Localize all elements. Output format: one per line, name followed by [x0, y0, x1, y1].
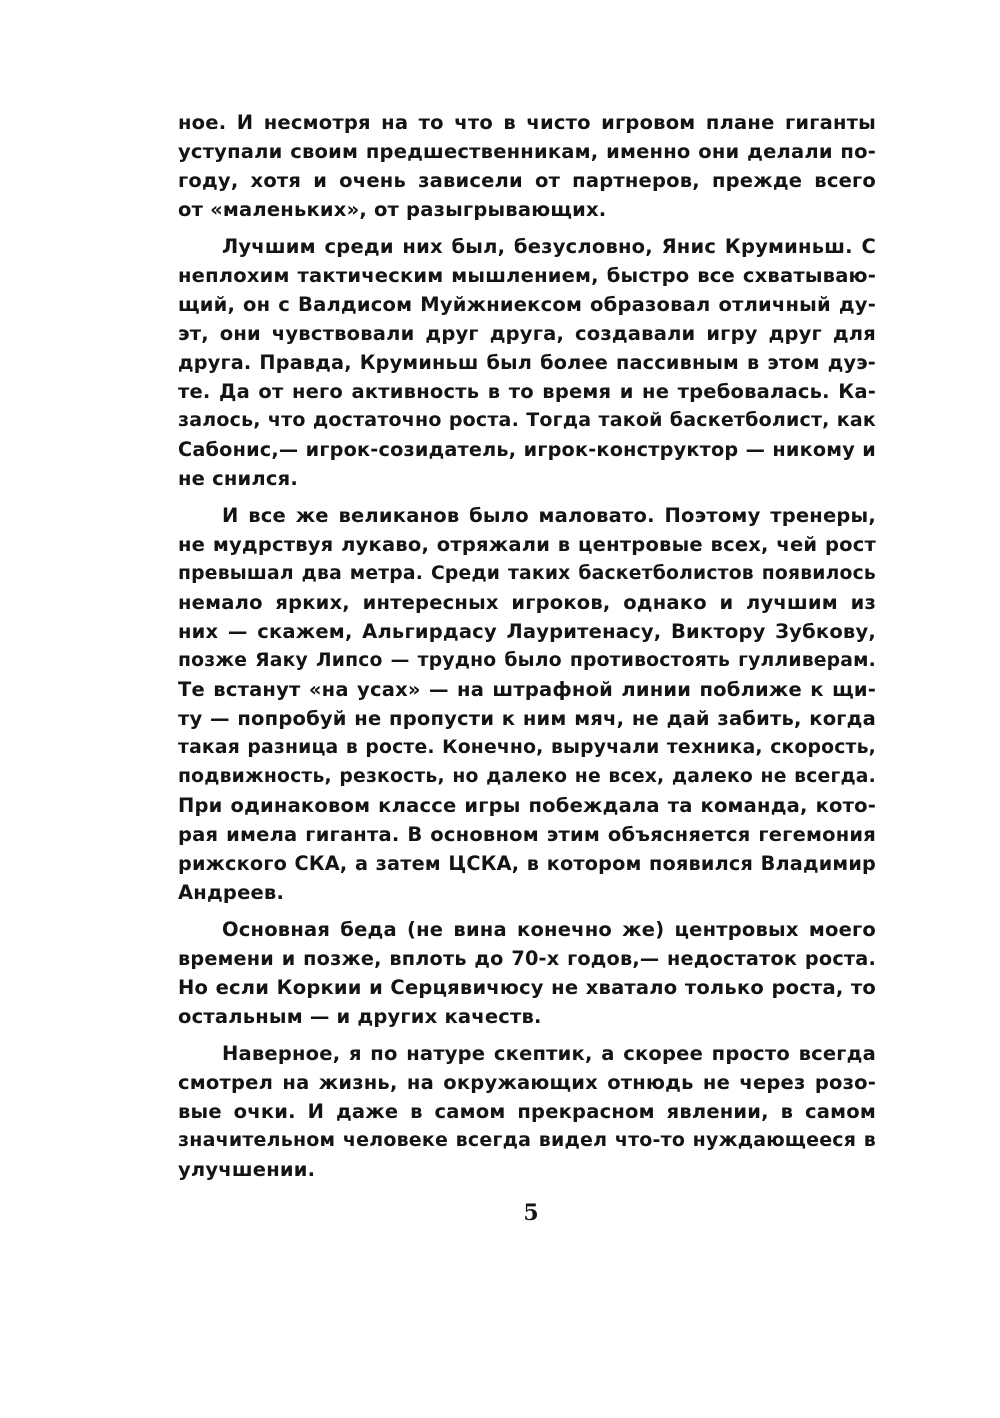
body-text: [178, 108, 876, 1184]
text-line: ное. И несмотря на то что в чисто игровом плане гиганты: [178, 111, 876, 134]
text-line: году, хотя и очень зависели от партнеров, прежде всего: [178, 169, 876, 192]
text-line: рижского СКА, а затем ЦСКА, в котором появился Владимир: [178, 852, 876, 875]
paragraph-5: [178, 1039, 876, 1184]
text-line: щий, он с Валдисом Муйжниексом образовал отличный ду-: [178, 293, 876, 316]
text-line: не мудрствуя лукаво, отряжали в центровые всех, чей рост: [178, 533, 876, 556]
paragraph-4: [178, 915, 876, 1031]
text-line: рая имела гиганта. В основном этим объясняется гегемония: [178, 823, 876, 846]
text-line: Те встанут «на усах» — на штрафной линии поближе к щи-: [178, 678, 876, 701]
text-line: значительном человеке всегда видел что-то нуждающееся в: [178, 1129, 876, 1151]
text-line: друга. Правда, Круминьш был более пассивным в этом дуэ-: [178, 351, 876, 374]
text-line: немало ярких, интересных игроков, однако и лучшим из: [178, 591, 876, 614]
text-line: При одинаковом классе игры побеждала та команда, кото-: [178, 794, 876, 817]
text-line: Основная беда (не вина конечно же) центровых моего: [222, 918, 876, 941]
text-line: ту — попробуй не пропусти к ним мяч, не дай забить, когда: [178, 707, 876, 730]
text-line: смотрел на жизнь, на окружающих отнюдь не через розо-: [178, 1071, 876, 1094]
text-line: них — скажем, Альгирдасу Лауритенасу, Виктору Зубкову,: [178, 620, 876, 643]
text-line: остальным — и других качеств.: [178, 1005, 542, 1028]
text-line: И все же великанов было маловато. Поэтому тренеры,: [222, 504, 876, 527]
text-line: Лучшим среди них был, безусловно, Янис Круминьш. С: [222, 235, 876, 258]
text-line: Сабонис,— игрок-созидатель, игрок-конструктор — никому и: [178, 438, 876, 461]
paragraph-3: [178, 501, 876, 907]
text-line: те. Да от него активность в то время и не требовалась. Ка-: [178, 380, 876, 403]
text-line: такая разница в росте. Конечно, выручали техника, скорость,: [178, 737, 876, 758]
text-line: Андреев.: [178, 881, 285, 904]
text-line: вые очки. И даже в самом прекрасном явлении, в самом: [178, 1100, 876, 1123]
text-line: не снился.: [178, 467, 298, 490]
text-line: залось, что достаточно роста. Тогда такой баскетболист, как: [178, 409, 876, 431]
text-line: неплохим тактическим мышлением, быстро все схватываю-: [178, 264, 876, 287]
paragraph-2: [178, 232, 876, 493]
text-line: от «маленьких», от разыгрывающих.: [178, 198, 607, 221]
text-line: эт, они чувствовали друг друга, создавали игру друг для: [178, 322, 876, 345]
text-line: уступали своим предшественникам, именно они делали по-: [178, 140, 876, 163]
paragraph-1: [178, 108, 876, 224]
text-line: позже Яаку Липсо — трудно было противостоять гулливерам.: [178, 650, 876, 671]
text-line: времени и позже, вплоть до 70-х годов,— недостаток роста.: [178, 947, 876, 970]
text-line: Наверное, я по натуре скептик, а скорее просто всегда: [222, 1042, 876, 1065]
page-number: 5: [523, 1200, 539, 1226]
text-line: превышал два метра. Среди таких баскетболистов появилось: [178, 563, 876, 584]
text-line: подвижность, резкость, но далеко не всех, далеко не всегда.: [178, 766, 876, 787]
text-line: Но если Коркии и Серцявичюсу не хватало только роста, то: [178, 976, 876, 999]
text-line: улучшении.: [178, 1158, 316, 1181]
